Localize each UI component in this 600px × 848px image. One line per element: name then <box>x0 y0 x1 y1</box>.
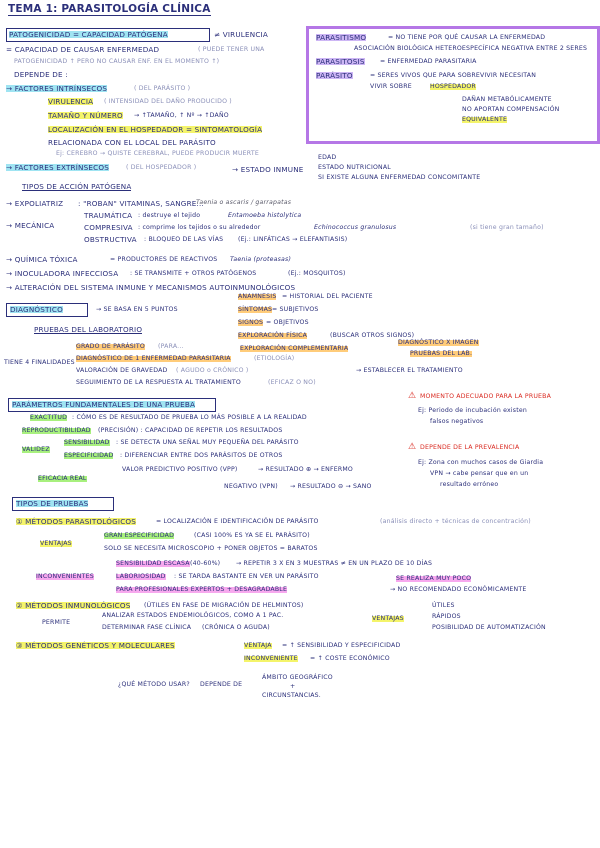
inconveniente-2-term: LABORIOSIDAD <box>116 573 166 580</box>
exploracion-complementaria-def-1: DIAGNÓSTICO X IMAGEN <box>398 339 479 346</box>
ventaja-metodo-2-1: ÚTILES <box>432 602 455 609</box>
parametros-heading: PARÁMETROS FUNDAMENTALES DE UNA PRUEBA <box>12 400 196 409</box>
obstructiva-term: OBSTRUCTIVA <box>84 235 137 244</box>
warning-icon: ⚠ <box>408 391 417 401</box>
patogenicidad-definition: = CAPACIDAD DE CAUSAR ENFERMEDAD <box>6 45 160 54</box>
virulencia-distinction: ≠ VIRULENCIA <box>214 30 268 39</box>
finalidades-label: TIENE 4 FINALIDADES <box>4 359 75 366</box>
localizacion-item: LOCALIZACIÓN EN EL HOSPEDADOR = SINTOMATOLOGÍA <box>48 125 263 134</box>
metodo-2-definition: (ÚTILES EN FASE DE MIGRACIÓN DE HELMINTOS) <box>144 602 304 609</box>
compresiva-term: COMPRESIVA <box>84 223 133 232</box>
compresiva-example: Echinococcus granulosus <box>314 224 397 231</box>
compresiva-definition: : comprime los tejidos o su alrededor <box>138 224 261 231</box>
ventaja-3-definition: = ↑ SENSIBILIDAD Y ESPECIFICIDAD <box>282 642 401 649</box>
enfermedad-item: SI EXISTE ALGUNA ENFERMEDAD CONCOMITANTE <box>318 174 481 181</box>
estado-inmune: → ESTADO INMUNE <box>232 165 304 174</box>
pruebas-laboratorio-heading: PRUEBAS DEL LABORATORIO <box>34 325 143 334</box>
hospedador-point-2: NO APORTAN COMPENSACIÓN <box>462 106 560 113</box>
inconveniente-3: PARA PROFESIONALES EXPERTOS + DESAGRADABLE <box>116 586 288 593</box>
permite-2-note: (CRÓNICA O AGUDA) <box>202 624 270 631</box>
anamnesis-term: ANAMNESIS <box>238 293 277 300</box>
vpn-term: NEGATIVO (VPN) <box>224 483 278 490</box>
finalidad-2-note: (ETIOLOGÍA) <box>254 355 295 362</box>
question-label: ¿QUÉ MÉTODO USAR? <box>118 681 190 688</box>
parasito-definition-2: VIVIR SOBRE <box>370 83 412 90</box>
localizacion-line-2: RELACIONADA CON EL LOCAL DEL PARÁSITO <box>48 138 216 147</box>
exactitud-definition: : CÓMO ES DE RESULTADO DE PRUEBA LO MÁS POSIBLE A LA REALIDAD <box>72 414 307 421</box>
vpp-result: → RESULTADO ⊕ → ENFERMO <box>258 466 353 473</box>
permite-2: DETERMINAR FASE CLÍNICA <box>102 624 192 631</box>
warning-icon-2: ⚠ <box>408 442 417 452</box>
ambito-item: ÁMBITO GEOGRÁFICO <box>262 674 333 681</box>
metodo-1-definition: = LOCALIZACIÓN E IDENTIFICACIÓN DE PARÁSITO <box>156 518 319 525</box>
edad-item: EDAD <box>318 154 337 161</box>
ventaja-1-definition: (CASI 100% ES YA SE EL PARÁSITO) <box>194 532 310 539</box>
inconveniente-2-definition: : SE TARDA BASTANTE EN VER UN PARÁSITO <box>174 573 319 580</box>
finalidad-4-note: (EFICAZ O NO) <box>268 379 316 386</box>
ventaja-metodo-2-2: RÁPIDOS <box>432 613 461 620</box>
virulencia-item: VIRULENCIA <box>48 97 94 106</box>
metodo-1-note: (análisis directo + técnicas de concentración) <box>380 518 531 525</box>
inconveniente-3-label: INCONVENIENTE <box>244 655 298 662</box>
reproducibilidad-term: REPRODUCTIBILIDAD <box>22 427 91 434</box>
metodo-3-title: ③ MÉTODOS GENÉTICOS Y MOLECULARES <box>16 641 175 650</box>
traumatica-example: Entamoeba histolytica <box>228 212 302 219</box>
extrinsecos-label: → FACTORES EXTRÍNSECOS <box>6 163 109 172</box>
diagnostico-heading: DIAGNÓSTICO <box>10 305 63 314</box>
finalidad-1: GRADO DE PARÁSITO <box>76 343 145 350</box>
quimica-item: → QUÍMICA TÓXICA <box>6 255 78 264</box>
sensibilidad-term: SENSIBILIDAD <box>64 439 110 446</box>
finalidad-1-note: (PARA... <box>158 343 184 350</box>
exploracion-fisica-definition: (BUSCAR OTROS SIGNOS) <box>330 332 415 339</box>
intrinsecos-note: ( DEL PARÁSITO ) <box>134 85 191 92</box>
tamano-note: → ↑TAMAÑO, ↑ Nº → ↑DAÑO <box>134 112 229 119</box>
finalidad-2: DIAGNÓSTICO DE 1 ENFERMEDAD PARASITARIA <box>76 355 231 362</box>
sintomas-term: SÍNTOMAS <box>238 306 273 313</box>
diagnostico-basa: → SE BASA EN 5 PUNTOS <box>96 306 178 313</box>
vpp-term: VALOR PREDICTIVO POSITIVO (VPP) <box>122 466 238 473</box>
signos-definition: = OBJETIVOS <box>266 319 309 326</box>
warning-2-example-2: VPN → cabe pensar que en un <box>430 470 529 477</box>
nutricional-item: ESTADO NUTRICIONAL <box>318 164 391 171</box>
expoliatriz-example: Taenia o ascaris / garrapatas <box>196 199 292 206</box>
parasitismo-term: PARASITISMO <box>316 33 367 42</box>
quimica-example: Taenia (proteasas) <box>230 256 292 263</box>
traumatica-term: TRAUMÁTICA <box>84 211 133 220</box>
expoliatriz-item: → EXPOLIATRIZ <box>6 199 64 208</box>
patogenicidad-note: ( PUEDE TENER UNA <box>198 46 265 53</box>
validez-term: VALIDEZ <box>22 446 50 453</box>
inconveniente-3-definition: = ↑ COSTE ECONÓMICO <box>310 655 390 662</box>
warning-2-example-3: resultado erróneo <box>440 481 499 488</box>
especificidad-definition: : DIFERENCIAR ENTRE DOS PARÁSITOS DE OTROS <box>120 452 283 459</box>
inconveniente-3-note-1: SE REALIZA MUY POCO <box>396 575 472 582</box>
quimica-definition: = PRODUCTORES DE REACTIVOS <box>110 256 218 263</box>
finalidad-3: VALORACIÓN DE GRAVEDAD <box>76 367 168 374</box>
warning-1-example: Ej: Periodo de incubación existen <box>418 407 527 414</box>
localizacion-example: Ej: CEREBRO → QUISTE CEREBRAL, PUEDE PRODUCIR MUERTE <box>56 150 259 157</box>
tipos-accion-heading: TIPOS DE ACCIÓN PATÓGENA <box>22 182 132 191</box>
signos-term: SIGNOS <box>238 319 264 326</box>
inoculadora-example: (Ej.: MOSQUITOS) <box>288 270 346 277</box>
inoculadora-item: → INOCULADORA INFECCIOSA <box>6 269 119 278</box>
parasito-definition: = SERES VIVOS QUE PARA SOBREVIVIR NECESITAN <box>370 72 537 79</box>
circunstancias-item: CIRCUNSTANCIAS. <box>262 692 321 699</box>
expoliatriz-definition: : "ROBAN" VITAMINAS, SANGRE... <box>78 199 204 208</box>
sintomas-definition: = SUBJETIVOS <box>272 306 319 313</box>
especificidad-term: ESPECIFICIDAD <box>64 452 114 459</box>
exactitud-term: EXACTITUD <box>30 414 68 421</box>
ventaja-metodo-2-3: POSIBILIDAD DE AUTOMATIZACIÓN <box>432 624 546 631</box>
parasitosis-term: PARASITOSIS <box>316 57 365 66</box>
alteracion-item: → ALTERACIÓN DEL SISTEMA INMUNE Y MECANISMOS AUTOINMUNOLÓGICOS <box>6 283 296 292</box>
reproducibilidad-definition: (PRECISIÓN) : CAPACIDAD DE REPETIR LOS RESULTADOS <box>98 427 283 434</box>
finalidad-4: SEGUIMIENTO DE LA RESPUESTA AL TRATAMIENTO <box>76 379 241 386</box>
intrinsecos-label: → FACTORES INTRÍNSECOS <box>6 84 108 93</box>
metodo-2-title: ② MÉTODOS INMUNOLÓGICOS <box>16 601 131 610</box>
parasitosis-definition: = ENFERMEDAD PARASITARIA <box>380 58 477 65</box>
warning-1-title: MOMENTO ADECUADO PARA LA PRUEBA <box>420 393 552 400</box>
anamnesis-definition: = HISTORIAL DEL PACIENTE <box>282 293 373 300</box>
tamano-item: TAMAÑO Y NÚMERO <box>48 111 123 120</box>
ventaja-3-label: VENTAJA <box>244 642 272 649</box>
eficacia-term: EFICACIA REAL <box>38 475 87 482</box>
mecanica-item: → MECÁNICA <box>6 221 55 230</box>
hospedador-term: HOSPEDADOR <box>430 83 476 90</box>
inconveniente-1-definition: (40-60%) <box>190 560 221 567</box>
ventajas-2-label: VENTAJAS <box>372 615 404 622</box>
patogenicidad-heading: PATOGENICIDAD = CAPACIDAD PATÓGENA <box>9 30 168 39</box>
hospedador-point-1: DAÑAN METABÓLICAMENTE <box>462 96 552 103</box>
inconveniente-1-continuation: → REPETIR 3 X EN 3 MUESTRAS ≠ EN UN PLAZO DE 10 DÍAS <box>236 560 433 567</box>
parasitismo-definition-2: ASOCIACIÓN BIOLÓGICA HETEROESPECÍFICA NEGATIVA ENTRE 2 SERES <box>354 45 588 52</box>
exploracion-complementaria-def-2: PRUEBAS DEL LAB. <box>410 350 473 357</box>
parasito-term: PARÁSITO <box>316 71 353 80</box>
exploracion-complementaria-term: EXPLORACIÓN COMPLEMENTARIA <box>240 345 349 352</box>
metodo-1-title: ① MÉTODOS PARASITOLÓGICOS <box>16 517 137 526</box>
compresiva-note: (si tiene gran tamaño) <box>470 224 544 231</box>
finalidad-3-note: ( AGUDO o CRÓNICO ) <box>176 367 249 374</box>
tipos-pruebas-heading: TIPOS DE PRUEBAS <box>16 499 89 508</box>
finalidad-3-continuation: → ESTABLECER EL TRATAMIENTO <box>356 367 463 374</box>
permite-label: PERMITE <box>42 619 71 626</box>
warning-2-example: Ej: Zona con muchos casos de Giardia <box>418 459 544 466</box>
ventajas-label: VENTAJAS <box>40 540 72 547</box>
obstructiva-definition: : BLOQUEO DE LAS VÍAS <box>144 236 224 243</box>
permite-1: ANALIZAR ESTADOS ENDEMIOLÓGICOS, COMO A 1 PAC. <box>102 612 284 619</box>
depende-de-label: DEPENDE DE <box>200 681 243 688</box>
hospedador-point-3: EQUIVALENTE <box>462 116 508 123</box>
warning-2-title: DEPENDE DE LA PREVALENCIA <box>420 444 520 451</box>
ventaja-1-term: GRAN ESPECIFICIDAD <box>104 532 175 539</box>
virulencia-note: ( INTENSIDAD DEL DAÑO PRODUCIDO ) <box>104 98 232 105</box>
ventaja-2: SOLO SE NECESITA MICROSCOPIO + PONER OBJETOS = BARATOS <box>104 545 318 552</box>
inoculadora-definition: : SE TRANSMITE + OTROS PATÓGENOS <box>130 270 257 277</box>
inconveniente-3-note-2: → NO RECOMENDADO ECONÓMICAMENTE <box>390 586 527 593</box>
plus-sign: + <box>290 683 296 690</box>
sensibilidad-definition: : SE DETECTA UNA SEÑAL MUY PEQUEÑA DEL PARÁSITO <box>116 439 299 446</box>
depende-label: DEPENDE DE : <box>14 70 68 79</box>
inconveniente-1-term: SENSIBILIDAD ESCASA <box>116 560 190 567</box>
parasitismo-definition: = NO TIENE POR QUÉ CAUSAR LA ENFERMEDAD <box>388 34 546 41</box>
traumatica-definition: : destruye el tejido <box>138 212 201 219</box>
warning-1-example-2: falsos negativos <box>430 418 484 425</box>
page-title: TEMA 1: PARASITOLOGÍA CLÍNICA <box>8 3 211 15</box>
inconvenientes-label: INCONVENIENTES <box>36 573 94 580</box>
exploracion-fisica-term: EXPLORACIÓN FÍSICA <box>238 332 308 339</box>
vpn-result: → RESULTADO ⊖ → SANO <box>290 483 372 490</box>
obstructiva-example: (Ej.: LINFÁTICAS → ELEFANTIASIS) <box>238 236 348 243</box>
extrinsecos-note: ( DEL HOSPEDADOR ) <box>126 164 197 171</box>
patogenicidad-note-2: PATOGENICIDAD ↑ PERO NO CAUSAR ENF. EN EL MOMENTO ↑) <box>14 58 220 65</box>
